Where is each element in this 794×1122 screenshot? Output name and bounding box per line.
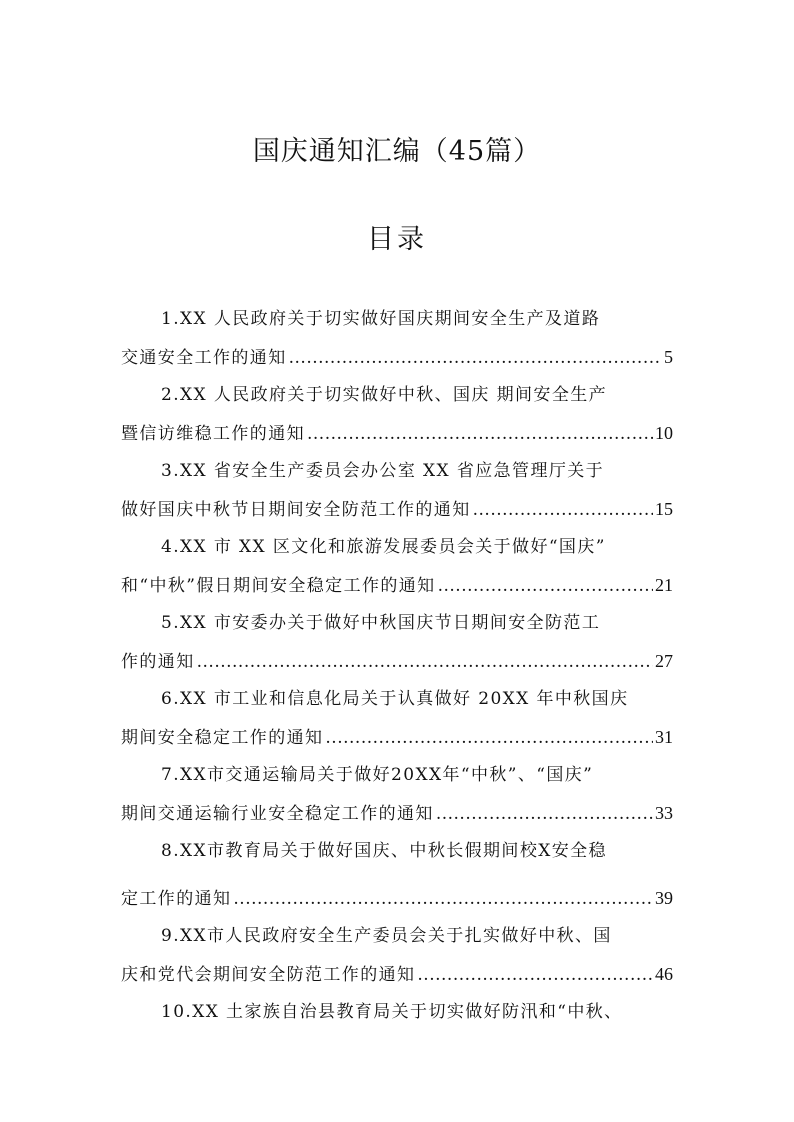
dot-leader — [197, 648, 653, 676]
toc-entry-10[interactable] — [121, 998, 673, 1026]
toc-entry-title: 3.XX 省安全生产委员会办公室 XX 省应急管理厅关于 — [161, 461, 605, 481]
toc-entry-title: 5.XX 市安委办关于做好中秋国庆节日期间安全防范工 — [161, 613, 601, 633]
toc-page-number: 31 — [655, 727, 673, 747]
toc-entry-title-cont: 和“中秋”假日期间安全稳定工作的通知 — [121, 576, 436, 596]
dot-leader — [325, 724, 653, 752]
toc-entry-2[interactable] — [121, 381, 673, 447]
toc-entry-7[interactable] — [121, 761, 673, 827]
toc-page-number: 15 — [655, 499, 673, 519]
dot-leader — [307, 420, 653, 448]
toc-entry-title-cont: 作的通知 — [121, 652, 195, 672]
dot-leader — [473, 496, 653, 524]
toc-page-number: 46 — [655, 964, 673, 984]
toc-page-number: 21 — [655, 575, 673, 595]
dot-leader — [438, 572, 653, 600]
toc-entry-6[interactable] — [121, 685, 673, 751]
document-title: 国庆通知汇编（45篇） — [252, 136, 542, 167]
toc-page-number: 27 — [655, 651, 673, 671]
toc-page-number: 10 — [655, 423, 673, 443]
toc-page-number: 33 — [655, 803, 673, 823]
dot-leader — [417, 961, 653, 989]
toc-entry-title-cont: 期间交通运输行业安全稳定工作的通知 — [121, 804, 434, 824]
toc-entry-9[interactable] — [121, 922, 673, 988]
toc-entry-title-cont: 庆和党代会期间安全防范工作的通知 — [121, 965, 416, 985]
toc-entry-title-cont: 定工作的通知 — [121, 889, 232, 909]
toc-entry-title: 2.XX 人民政府关于切实做好中秋、国庆 期间安全生产 — [161, 385, 608, 405]
toc-entry-title-cont: 暨信访维稳工作的通知 — [121, 424, 305, 444]
table-of-contents — [121, 305, 673, 1026]
toc-entry-title-cont: 交通安全工作的通知 — [121, 348, 287, 368]
toc-entry-title: 4.XX 市 XX 区文化和旅游发展委员会关于做好“国庆” — [161, 537, 606, 557]
toc-entry-title: 8.XX市教育局关于做好国庆、中秋长假期间校X安全稳 — [161, 841, 607, 861]
toc-entry-4[interactable] — [121, 533, 673, 599]
toc-page-number: 39 — [655, 888, 673, 908]
toc-entry-title: 10.XX 土家族自治县教育局关于切实做好防汛和“中秋、 — [161, 1002, 623, 1022]
toc-entry-title: 1.XX 人民政府关于切实做好国庆期间安全生产及道路 — [161, 309, 601, 329]
dot-leader — [289, 344, 662, 372]
toc-entry-1[interactable] — [121, 305, 673, 371]
toc-heading: 目录 — [367, 224, 427, 255]
dot-leader — [436, 800, 653, 828]
toc-entry-title: 9.XX市人民政府安全生产委员会关于扎实做好中秋、国 — [161, 926, 612, 946]
toc-entry-title: 7.XX市交通运输局关于做好20XX年“中秋”、“国庆” — [161, 765, 594, 785]
toc-entry-8[interactable] — [121, 837, 673, 912]
toc-entry-title-cont: 做好国庆中秋节日期间安全防范工作的通知 — [121, 500, 471, 520]
toc-entry-3[interactable] — [121, 457, 673, 523]
toc-entry-5[interactable] — [121, 609, 673, 675]
dot-leader — [233, 885, 653, 913]
toc-entry-title: 6.XX 市工业和信息化局关于认真做好 20XX 年中秋国庆 — [161, 689, 629, 709]
toc-page-number: 5 — [664, 347, 673, 367]
toc-entry-title-cont: 期间安全稳定工作的通知 — [121, 728, 324, 748]
